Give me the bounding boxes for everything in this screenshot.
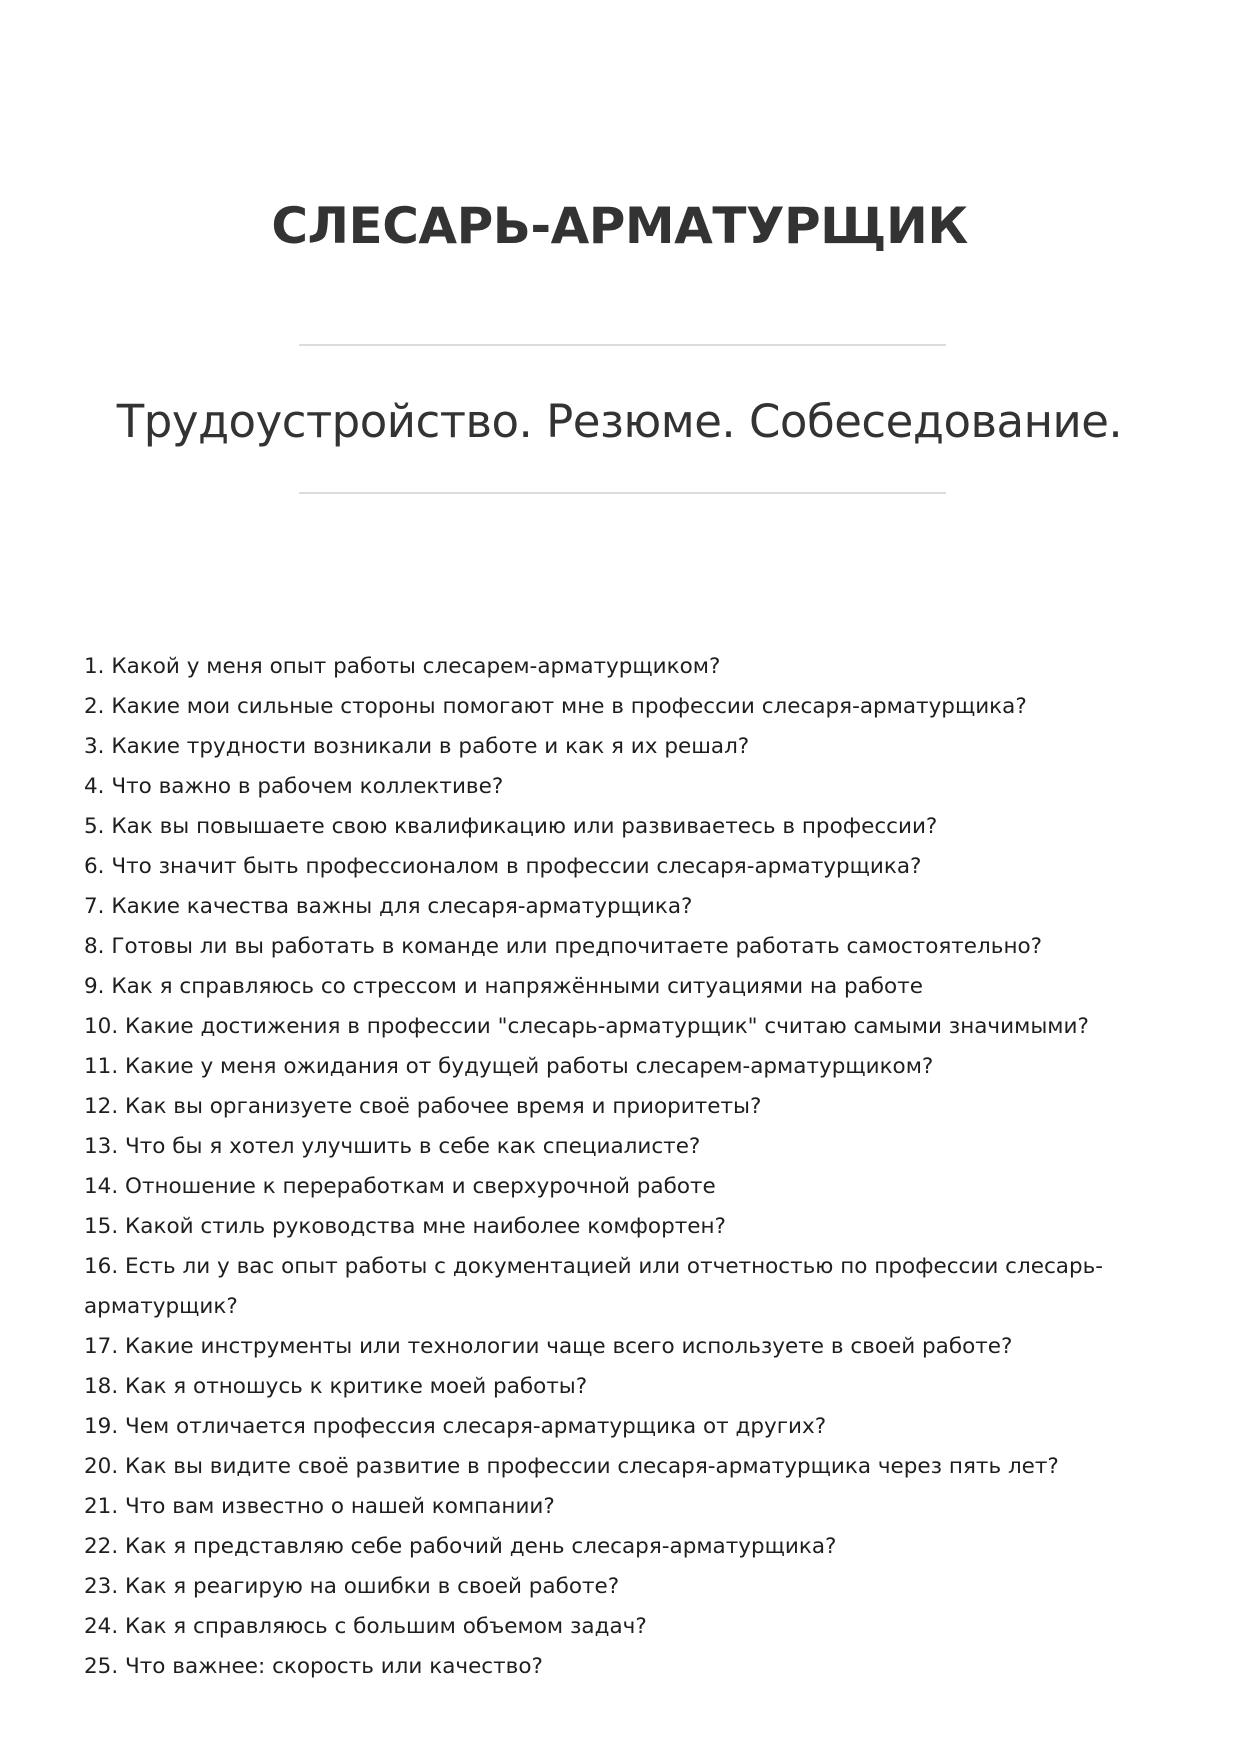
page-subtitle: Трудоустройство. Резюме. Собеседование. [116,395,1123,448]
question-item: 2. Какие мои сильные стороны помогают мне в профессии слесаря-арматурщика? [84,694,1027,719]
page-title: СЛЕСАРЬ-АРМАТУРЩИК [271,197,968,255]
question-item: 11. Какие у меня ожидания от будущей работы слесарем-арматурщиком? [84,1054,934,1079]
question-item: 12. Как вы организуете своё рабочее время и приоритеты? [84,1094,762,1119]
question-item: 19. Чем отличается профессия слесаря-арматурщика от других? [84,1414,827,1439]
divider-top [299,344,946,346]
question-item: 17. Какие инструменты или технологии чаще всего используете в своей работе? [84,1334,1013,1359]
question-item: 21. Что вам известно о нашей компании? [84,1494,555,1519]
question-item: 22. Как я представляю себе рабочий день слесаря-арматурщика? [84,1534,837,1559]
question-item: 8. Готовы ли вы работать в команде или предпочитаете работать самостоятельно? [84,934,1043,959]
question-item: 24. Как я справляюсь с большим объемом задач? [84,1614,647,1639]
question-item: 5. Как вы повышаете свою квалификацию или развиваетесь в профессии? [84,814,938,839]
question-item: 14. Отношение к переработкам и сверхурочной работе [84,1174,716,1199]
divider-bottom [299,492,946,494]
question-item: 9. Как я справляюсь со стрессом и напряжёнными ситуациями на работе [84,974,923,999]
question-item: 10. Какие достижения в профессии "слесарь-арматурщик" считаю самыми значимыми? [84,1014,1089,1039]
question-item: 20. Как вы видите своё развитие в профессии слесаря-арматурщика через пять лет? [84,1454,1059,1479]
question-item: 15. Какой стиль руководства мне наиболее комфортен? [84,1214,726,1239]
question-item: 3. Какие трудности возникали в работе и как я их решал? [84,734,750,759]
question-item: 6. Что значит быть профессионалом в профессии слесаря-арматурщика? [84,854,922,879]
question-item: 13. Что бы я хотел улучшить в себе как специалисте? [84,1134,701,1159]
question-item: 4. Что важно в рабочем коллективе? [84,774,504,799]
question-item: 23. Как я реагирую на ошибки в своей работе? [84,1574,620,1599]
question-item: 1. Какой у меня опыт работы слесарем-арматурщиком? [84,654,721,679]
question-item: 25. Что важнее: скорость или качество? [84,1654,543,1679]
question-item: 7. Какие качества важны для слесаря-арматурщика? [84,894,693,919]
question-item: 18. Как я отношусь к критике моей работы? [84,1374,588,1399]
question-item: 16. Есть ли у вас опыт работы с документацией или отчетностью по профессии слесарь-арматурщик? [84,1254,1104,1319]
questions-list [84,647,1124,1687]
